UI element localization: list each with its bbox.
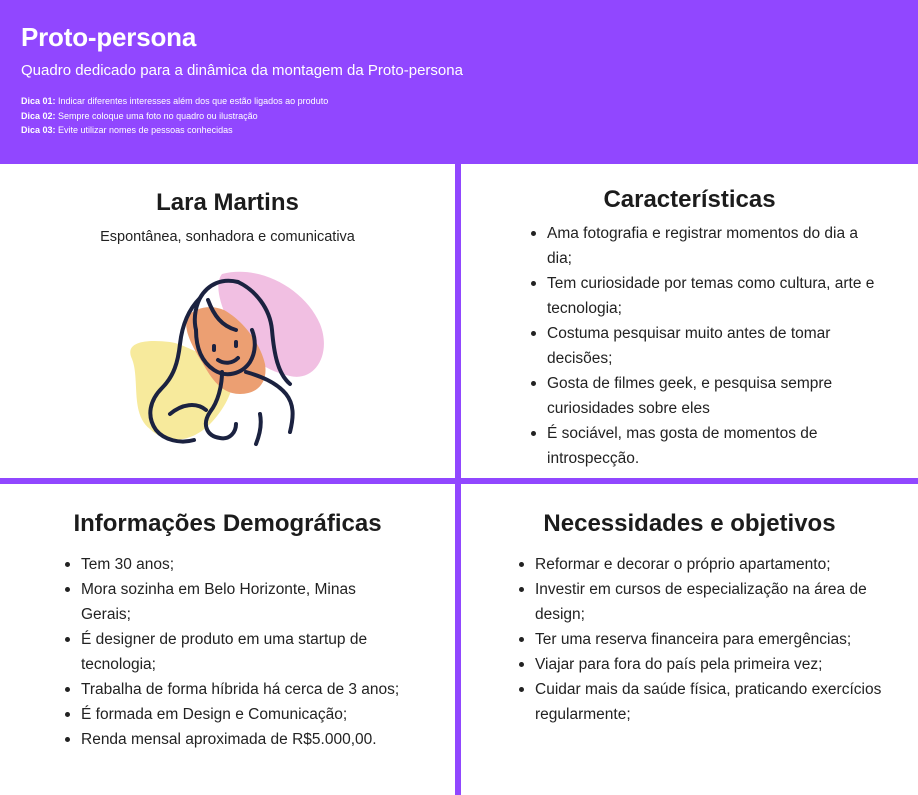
necessidades-list — [517, 552, 887, 727]
list-item: Viajar para fora do país pela primeira vez; — [517, 652, 887, 677]
list-item: Tem 30 anos; — [63, 552, 408, 577]
list-item: É formada em Design e Comunicação; — [63, 702, 408, 727]
tip-text: Sempre coloque uma foto no quadro ou ilustração — [55, 110, 258, 121]
list-item: É sociável, mas gosta de momentos de introspecção. — [529, 421, 879, 471]
tip-label: Dica 01: — [21, 96, 56, 106]
tip-item — [21, 109, 328, 124]
list-item: Mora sozinha em Belo Horizonte, Minas Gerais; — [63, 577, 408, 627]
tips-list — [21, 94, 328, 138]
list-item: Investir em cursos de especialização na área de design; — [517, 577, 887, 627]
demograficas-title: Informações Demográficas — [73, 510, 382, 537]
board-subtitle: Quadro dedicado para a dinâmica da montagem da Proto-persona — [21, 62, 463, 79]
list-item: Renda mensal aproximada de R$5.000,00. — [63, 727, 408, 752]
list-item: Trabalha de forma híbrida há cerca de 3 anos; — [63, 677, 408, 702]
caracteristicas-panel — [461, 164, 918, 478]
board-title: Proto-persona — [21, 22, 197, 52]
necessidades-title: Necessidades e objetivos — [543, 510, 836, 537]
caracteristicas-title: Características — [603, 186, 776, 213]
persona-panel — [0, 164, 455, 478]
list-item: Cuidar mais da saúde física, praticando exercícios regularmente; — [517, 677, 887, 727]
tip-text: Evite utilizar nomes de pessoas conhecidas — [55, 125, 233, 135]
demograficas-panel — [0, 484, 455, 795]
caracteristicas-list — [529, 221, 879, 471]
tip-item — [21, 123, 328, 138]
tip-text: Indicar diferentes interesses além dos que estão ligados ao produto — [55, 96, 329, 106]
list-item: Reformar e decorar o próprio apartamento; — [517, 552, 887, 577]
list-item: Tem curiosidade por temas como cultura, arte e tecnologia; — [529, 271, 879, 321]
list-item: Ter uma reserva financeira para emergências; — [517, 627, 887, 652]
tip-item — [21, 94, 328, 109]
list-item: Gosta de filmes geek, e pesquisa sempre curiosidades sobre eles — [529, 371, 879, 421]
persona-name: Lara Martins — [156, 189, 299, 216]
tip-label: Dica 03: — [21, 125, 56, 135]
necessidades-panel — [461, 484, 918, 795]
list-item: Costuma pesquisar muito antes de tomar decisões; — [529, 321, 879, 371]
tip-label: Dica 02: — [21, 110, 56, 121]
list-item: É designer de produto em uma startup de tecnologia; — [63, 627, 408, 677]
demograficas-list — [63, 552, 408, 752]
woman-portrait-illustration-icon — [110, 264, 330, 454]
list-item: Ama fotografia e registrar momentos do dia a dia; — [529, 221, 879, 271]
persona-description: Espontânea, sonhadora e comunicativa — [100, 229, 355, 245]
board-header — [0, 0, 918, 164]
